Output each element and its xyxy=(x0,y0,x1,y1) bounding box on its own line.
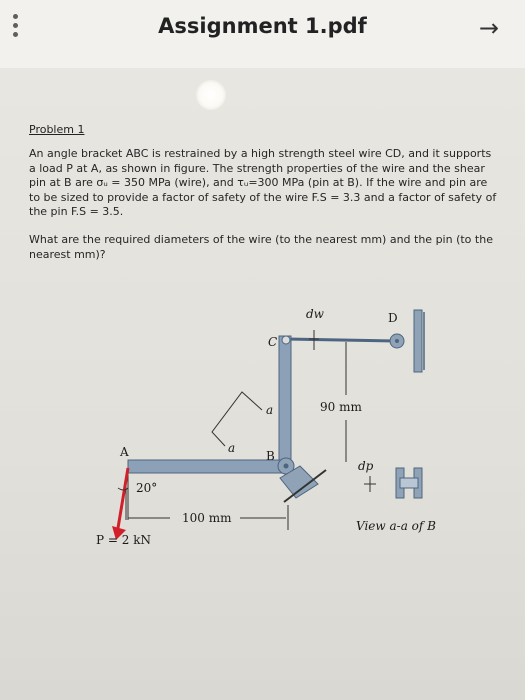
label-c: C xyxy=(268,335,278,349)
pin-d-center xyxy=(395,339,399,343)
problem-paragraph-1: An angle bracket ABC is restrained by a high strength steel wire CD, and it supports a load P at A, as shown in figure. The strength properties of the wire and the shear pin at B are σᵤ = 350 MPa (wire), and τᵤ=300 MPa (pin at B). If the wire and pin are to be sized to provide a factor of safety of the wire F.S = 3.3 and a factor of safety of the pin F.S = 3.5. xyxy=(29,147,497,219)
label-dw: dw xyxy=(306,307,324,321)
problem-paragraph-2: What are the required diameters of the wire (to the nearest mm) and the pin (to the nearest mm)? xyxy=(29,232,493,261)
label-load-p: P = 2 kN xyxy=(96,533,151,547)
pin-c xyxy=(282,336,290,344)
label-a-bottom: a xyxy=(228,441,236,455)
arrow-right-icon[interactable]: → xyxy=(478,14,499,42)
label-90mm: 90 mm xyxy=(320,400,362,414)
problem-heading: Problem 1 xyxy=(29,123,85,136)
label-dp: dp xyxy=(358,459,374,473)
wall-support xyxy=(414,310,422,372)
view-a-a-pin xyxy=(400,478,418,488)
label-b-point: B xyxy=(266,449,275,463)
label-100mm: 100 mm xyxy=(182,511,232,525)
label-a-point: A xyxy=(120,445,129,459)
label-a-top: a xyxy=(266,403,274,417)
label-d: D xyxy=(388,311,398,325)
wire-cd xyxy=(286,339,396,341)
pin-b-center xyxy=(284,464,289,469)
section-cut-a-a xyxy=(212,392,262,446)
bracket-vertical-arm xyxy=(279,336,291,466)
label-view-a-a: View a-a of B xyxy=(356,519,436,533)
document-title: Assignment 1.pdf xyxy=(158,14,367,38)
label-20-degrees: 20° xyxy=(136,481,158,495)
